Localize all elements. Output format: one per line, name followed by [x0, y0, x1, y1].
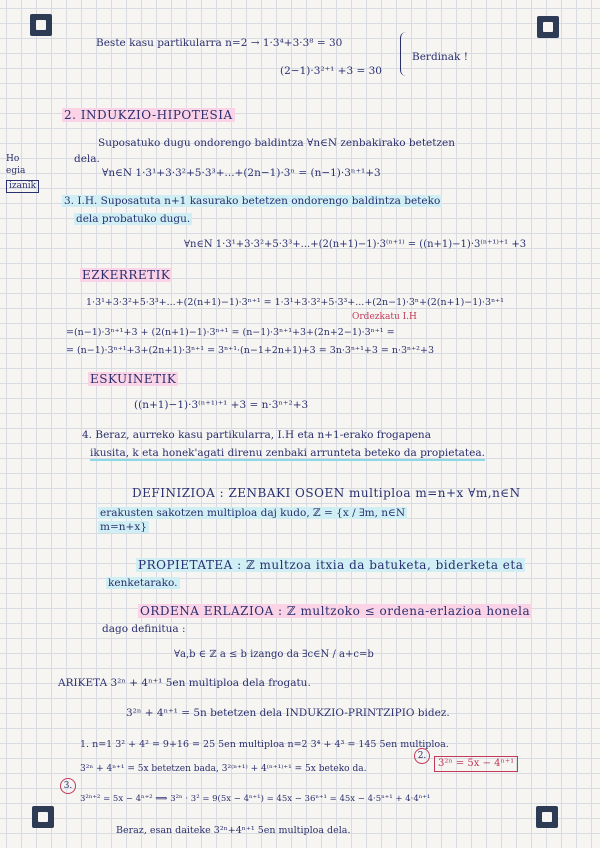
order-definition: ∀a,b ∈ ℤ a ≤ b izango da ∃c∈N / a+c=b: [174, 649, 374, 660]
corner-mark-icon: [32, 806, 54, 828]
substitute-note: Ordezkatu I.H: [352, 312, 417, 322]
right-expansion: ((n+1)−1)·3⁽ⁿ⁺¹⁾⁺¹ +3 = n·3ⁿ⁺²+3: [134, 399, 309, 411]
definition-line-2: erakusten sakotzen multiploa daj kudo, ℤ = {x / ∃m, n∈N: [100, 507, 406, 519]
exercise-conclusion: Beraz, esan daiteke 3²ⁿ+4ⁿ⁺¹ 5en multiploa dela.: [116, 825, 351, 836]
corner-mark-icon: [536, 806, 558, 828]
hypothesis-text: Suposatuko dugu ondorengo baldintza ∀n∈N zenbakirako betetzen: [98, 137, 455, 149]
left-expansion: 1·3¹+3·3²+5·3³+...+(2(n+1)−1)·3ⁿ⁺¹ = 1·3¹+3·3²+5·3³+...+(2n−1)·3ⁿ+(2(n+1)−1)·3ⁿ⁺¹: [86, 297, 504, 308]
exercise-step-3: 3²ⁿ⁺² = 5x − 4ⁿ⁺² ⟹ 3²ⁿ · 3² = 9(5x − 4ⁿ⁺¹) = 45x − 36ⁿ⁺¹ = 45x − 4·5ⁿ⁺¹ + 4·4ⁿ⁺¹: [80, 794, 431, 804]
case-n2-rhs: (2−1)·3²⁺¹ +3 = 30: [280, 65, 382, 77]
section-heading-3: 3. I.H. Suposatuta n+1 kasurako betetzen ondorengo baldintza beteko: [64, 195, 441, 207]
margin-note: Ho: [6, 154, 20, 164]
exercise-step-2: 3²ⁿ + 4ⁿ⁺¹ = 5x betetzen bada, 3²⁽ⁿ⁺¹⁾ + 4⁽ⁿ⁺¹⁾⁺¹ = 5x beteko da.: [80, 764, 367, 774]
right-side-heading: ESKUINETIK: [90, 372, 177, 386]
left-step-2: = (n−1)·3ⁿ⁺¹+3+(2n+1)·3ⁿ⁺¹ = 3ⁿ⁺¹·(n−1+2n+1)+3 = 3n·3ⁿ⁺¹+3 = n·3ⁿ⁺²+3: [66, 345, 434, 356]
margin-note: egia: [6, 166, 26, 176]
step-number-2: 2.: [414, 748, 430, 764]
definition-line-1: DEFINIZIOA : ZENBAKI OSOEN multiploa m=n+x ∀m,n∈N: [132, 486, 521, 500]
case-n2-line: Beste kasu partikularra n=2 → 1·3⁴+3·3⁸ = 30: [96, 37, 343, 49]
section-heading-2: 2. INDUKZIO-HIPOTESIA: [64, 108, 233, 122]
exercise-line-1: ARIKETA 3²ⁿ + 4ⁿ⁺¹ 5en multiploa dela frogatu.: [58, 677, 311, 689]
order-line-1: ORDENA ERLAZIOA : ℤ multzoko ≤ ordena-erlazioa honela: [140, 604, 531, 618]
left-side-heading: EZKERRETIK: [82, 268, 171, 282]
step-number-3: 3.: [60, 778, 76, 794]
corner-mark-icon: [537, 16, 559, 38]
brace-icon: [400, 32, 409, 76]
order-line-2: dago definitua :: [102, 623, 186, 635]
property-line-1: PROPIETATEA : ℤ multzoa itxia da batuketa, biderketa eta: [138, 558, 524, 572]
definition-line-3: m=n+x}: [100, 521, 147, 533]
left-step-1: =(n−1)·3ⁿ⁺¹+3 + (2(n+1)−1)·3ⁿ⁺¹ = (n−1)·3ⁿ⁺¹+3+(2n+2−1)·3ⁿ⁺¹ =: [66, 327, 395, 338]
conclusion-text-cont: ikusita, k eta honek'agati direnu zenbaki arrunteta beteko da propietatea.: [90, 447, 485, 459]
margin-note: izanik: [6, 180, 39, 193]
boxed-identity: 3²ⁿ = 5x − 4ⁿ⁺¹: [434, 756, 518, 772]
hypothesis-text-cont: dela.: [74, 153, 100, 165]
equal-note: Berdinak !: [412, 51, 468, 63]
conclusion-text: 4. Beraz, aurreko kasu partikularra, I.H eta n+1-erako frogapena: [82, 429, 431, 441]
n-plus-1-formula: ∀n∈N 1·3¹+3·3²+5·3³+...+(2(n+1)−1)·3⁽ⁿ⁺¹⁾ = ((n+1)−1)·3⁽ⁿ⁺¹⁾⁺¹ +3: [184, 239, 527, 250]
property-line-2: kenketarako.: [108, 577, 178, 589]
corner-mark-icon: [30, 14, 52, 36]
exercise-line-2: 3²ⁿ + 4ⁿ⁺¹ = 5n betetzen dela INDUKZIO-PRINTZIPIO bidez.: [126, 707, 450, 719]
section-heading-3-cont: dela probatuko dugu.: [76, 213, 191, 225]
exercise-step-1: 1. n=1 3² + 4² = 9+16 = 25 5en multiploa n=2 3⁴ + 4³ = 145 5en multiploa.: [80, 739, 449, 750]
hypothesis-formula: ∀n∈N 1·3¹+3·3²+5·3³+...+(2n−1)·3ⁿ = (n−1)·3ⁿ⁺¹+3: [102, 167, 381, 179]
